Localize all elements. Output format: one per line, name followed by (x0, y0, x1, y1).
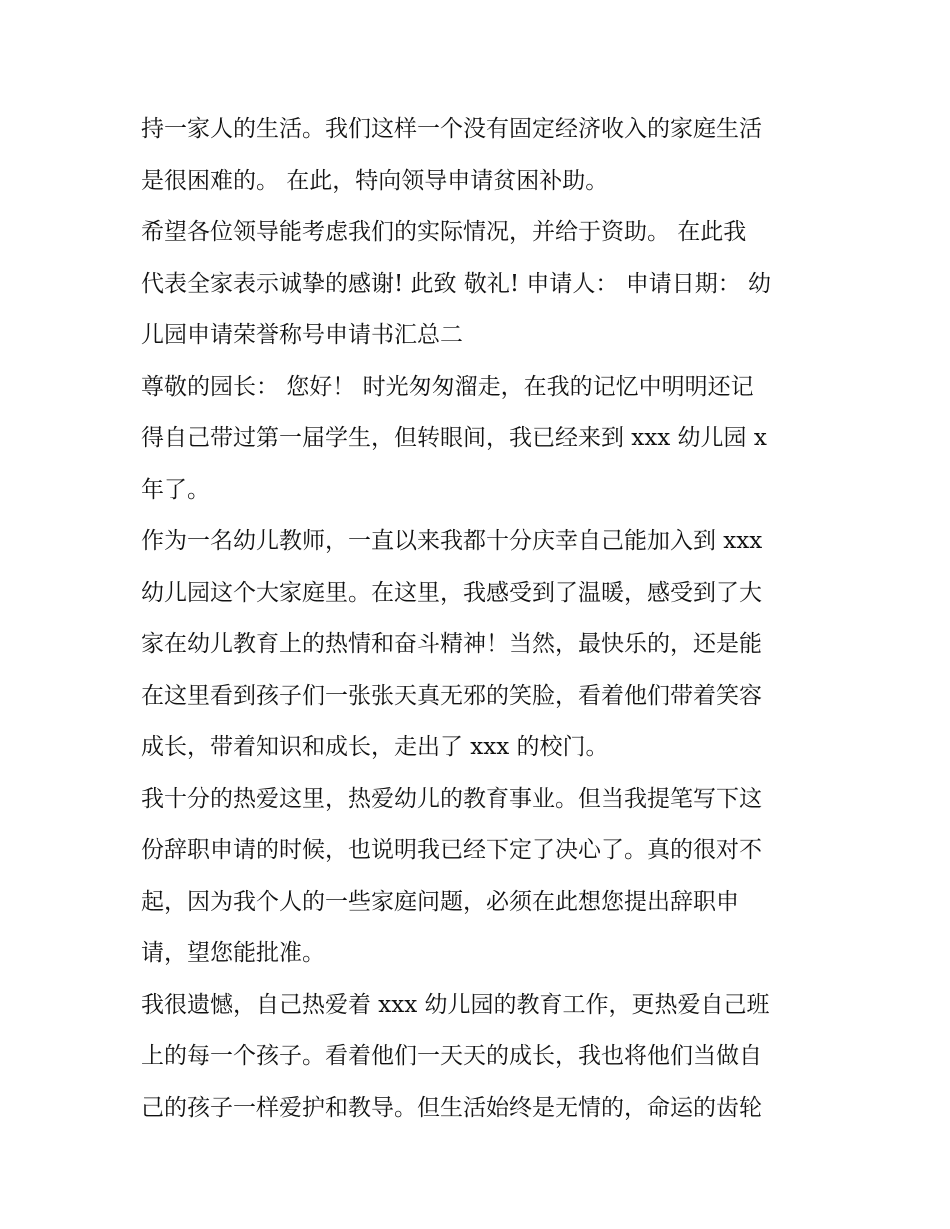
text-line: 幼儿园这个大家庭里。在这里，我感受到了温暖，感受到了大 (141, 579, 762, 606)
text-line: 是很困难的。 在此，特向领导申请贫困补助。 (141, 167, 609, 194)
text-line: 在这里看到孩子们一张张天真无邪的笑脸，看着他们带着笑容 (141, 682, 762, 709)
text-line: 己的孩子一样爱护和教导。但生活始终是无情的，命运的齿轮 (141, 1094, 762, 1121)
text-line: 成长，带着知识和成长，走出了 xxx 的校门。 (141, 734, 609, 760)
text-line: 尊敬的园长： 您好！ 时光匆匆溜走，在我的记忆中明明还记 (141, 373, 754, 400)
text-line: 儿园申请荣誉称号申请书汇总二 (141, 322, 463, 348)
text-line: 代表全家表示诚挚的感谢! 此致 敬礼! 申请人： 申请日期： 幼 (141, 270, 772, 297)
text-line: 我十分的热爱这里，热爱幼儿的教育事业。但当我提笔写下这 (141, 785, 762, 812)
text-line: 年了。 (141, 476, 210, 503)
text-line: 份辞职申请的时候，也说明我已经下定了决心了。真的很对不 (141, 837, 762, 863)
text-line: 家在幼儿教育上的热情和奋斗精神！当然，最快乐的，还是能 (141, 631, 762, 657)
text-line: 持一家人的生活。我们这样一个没有固定经济收入的家庭生活 (141, 116, 762, 142)
text-line: 上的每一个孩子。看着他们一天天的成长，我也将他们当做自 (141, 1043, 762, 1069)
document-body (141, 104, 821, 1134)
text-line: 请，望您能批准。 (141, 940, 325, 966)
text-line: 起，因为我个人的一些家庭问题，必须在此想您提出辞职申 (141, 888, 739, 915)
text-line: 得自己带过第一届学生，但转眼间，我已经来到 xxx 幼儿园 x (141, 425, 767, 451)
text-line: 作为一名幼儿教师，一直以来我都十分庆幸自己能加入到 xxx (141, 528, 763, 554)
text-line: 希望各位领导能考虑我们的实际情况，并给于资助。 在此我 (141, 219, 747, 245)
text-line: 我很遗憾，自己热爱着 xxx 幼儿园的教育工作，更热爱自己班 (141, 991, 770, 1018)
